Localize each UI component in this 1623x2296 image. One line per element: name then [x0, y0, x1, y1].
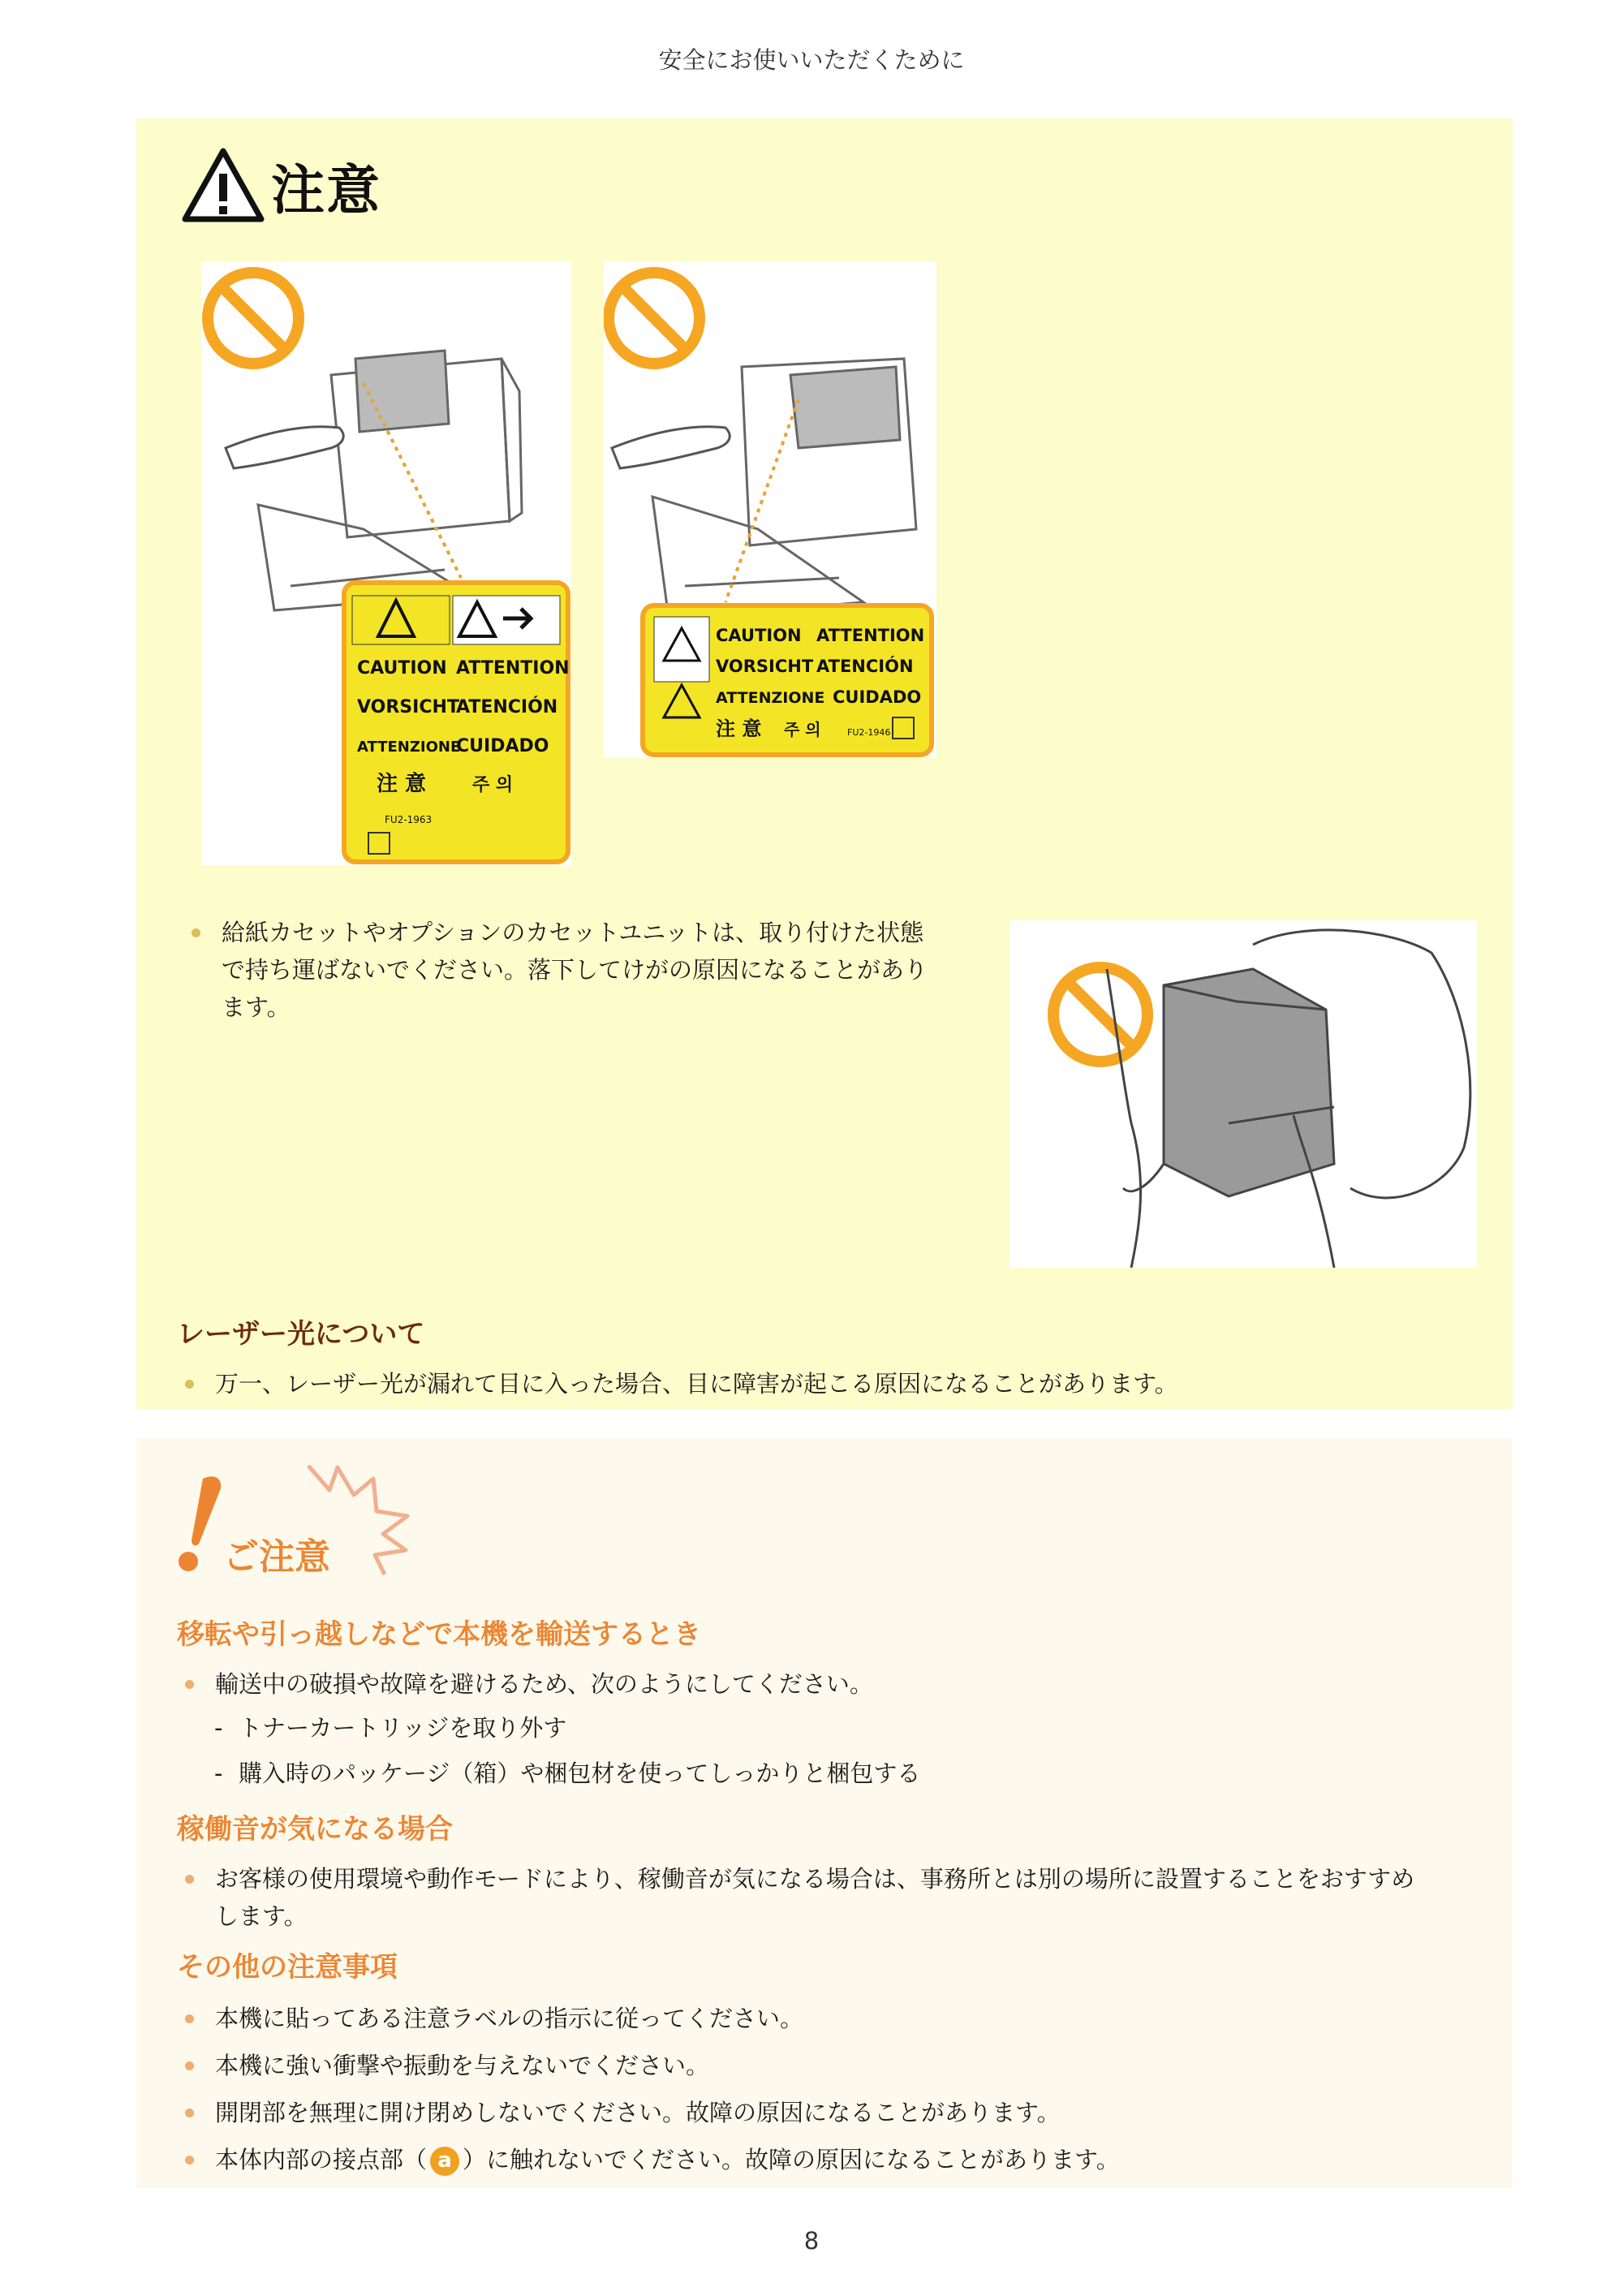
rear-cover-drawing-left — [201, 261, 571, 865]
label-left-code: FU2-1963 — [385, 814, 433, 825]
label-right-row3-b: CUIDADO — [833, 687, 922, 707]
other-bullet-1 — [185, 2000, 1483, 2037]
laser-bullet-text: 万一、レーザー光が漏れて目に入った場合、目に障害が起こる原因になることがあります。 — [215, 1370, 1178, 1398]
transport-bullet — [185, 1665, 1483, 1703]
transport-sub-2 — [214, 1755, 920, 1792]
bullet-dot — [185, 2109, 194, 2117]
other-bullet-3 — [185, 2094, 1483, 2131]
label-left-row4-a: 注 意 — [377, 772, 427, 796]
label-right-row2-b: ATENCIÓN — [816, 657, 914, 676]
cassette-bullet-text — [222, 914, 928, 1026]
noise-line-2: します。 — [215, 1902, 308, 1930]
contact-point-badge: a — [430, 2147, 459, 2176]
caution-title — [180, 144, 381, 226]
caution-label-right — [643, 605, 932, 755]
cassette-line-1: 給紙カセットやオプションのカセットユニットは、取り付けた状態 — [222, 919, 924, 946]
bullet-dot — [185, 2014, 194, 2023]
transport-sub-1 — [214, 1709, 566, 1747]
other-bullet-4-text — [215, 2141, 1120, 2178]
bullet-dot — [185, 2061, 194, 2070]
laser-bullet — [185, 1365, 1483, 1402]
bullet-dot — [185, 1875, 194, 1884]
rear-cover-illustration-right — [604, 261, 936, 758]
label-left-row2-a: VORSICHT — [357, 697, 459, 717]
prohibited-icon — [208, 273, 299, 364]
rear-cover-illustration-left — [201, 261, 571, 865]
transport-sub-2-text: 購入時のパッケージ（箱）や梱包材を使ってしっかりと梱包する — [239, 1760, 921, 1787]
dash-mark: - — [214, 1714, 223, 1742]
label-right-row4-b: 주 의 — [784, 720, 821, 739]
carrying-cassette-illustration — [1010, 920, 1477, 1268]
page-number: 8 — [803, 2227, 820, 2255]
cassette-bullet — [192, 914, 979, 1026]
bullet-dot — [185, 2156, 194, 2165]
noise-heading: 稼働音が気になる場合 — [177, 1813, 453, 1846]
laser-heading: レーザー光について — [177, 1318, 425, 1350]
transport-bullet-text: 輸送中の破損や故障を避けるため、次のようにしてください。 — [215, 1670, 873, 1698]
other-bullet-1-text: 本機に貼ってある注意ラベルの指示に従ってください。 — [215, 2005, 804, 2032]
noise-bullet-text — [215, 1860, 1414, 1935]
cassette-line-2: で持ち運ばないでください。落下してけがの原因になることがあり — [222, 956, 928, 984]
label-right-row2-a: VORSICHT — [716, 657, 814, 676]
carrying-cassette-drawing — [1010, 920, 1477, 1268]
label-left-row3-a: ATTENZIONE — [357, 739, 461, 756]
bullet-dot — [185, 1680, 194, 1689]
label-left-row1-a: CAUTION — [357, 658, 447, 678]
transport-sub-1-text: トナーカートリッジを取り外す — [239, 1714, 567, 1742]
dash-mark: - — [214, 1760, 223, 1787]
other-heading: その他の注意事項 — [177, 1951, 398, 1984]
noise-bullet — [185, 1860, 1516, 1935]
other-bullet-2 — [185, 2047, 1483, 2084]
transport-heading: 移転や引っ越しなどで本機を輸送するとき — [177, 1618, 701, 1651]
label-left-row1-b: ATTENTION — [456, 658, 570, 678]
contact-text-before: 本体内部の接点部（ — [215, 2146, 428, 2173]
label-right-row1-a: CAUTION — [716, 626, 802, 645]
contact-text-after: ）に触れないでください。故障の原因になることがあります。 — [463, 2146, 1120, 2173]
bullet-dot — [185, 1380, 194, 1389]
label-right-row4-a: 注 意 — [716, 717, 762, 740]
caution-title-text: 注意 — [271, 158, 381, 222]
prohibited-icon — [609, 273, 700, 364]
label-left-row4-b: 주 의 — [472, 775, 514, 795]
label-right-code: FU2-1946 — [847, 727, 891, 738]
label-left-row2-b: ATENCIÓN — [456, 697, 558, 717]
other-bullet-3-text: 開閉部を無理に開け閉めしないでください。故障の原因になることがあります。 — [215, 2099, 1061, 2126]
caution-label-left — [344, 583, 570, 862]
label-left-row3-b: CUIDADO — [456, 736, 549, 756]
other-bullet-4 — [185, 2141, 1483, 2178]
cassette-line-3: ます。 — [222, 993, 291, 1021]
label-right-row1-b: ATTENTION — [816, 626, 925, 645]
bullet-dot — [192, 928, 200, 937]
notice-title: ご注意 — [223, 1536, 330, 1578]
other-bullet-2-text: 本機に強い衝撃や振動を与えないでください。 — [215, 2052, 710, 2079]
warning-triangle-icon — [180, 146, 266, 224]
rear-cover-drawing-right — [604, 261, 936, 758]
label-right-row3-a: ATTENZIONE — [716, 689, 825, 707]
prohibited-icon — [1053, 967, 1147, 1062]
page-header: 安全にお使いいただくために — [658, 46, 965, 74]
noise-line-1: お客様の使用環境や動作モードにより、稼働音が気になる場合は、事務所とは別の場所に設置することをおすすめ — [215, 1865, 1415, 1893]
